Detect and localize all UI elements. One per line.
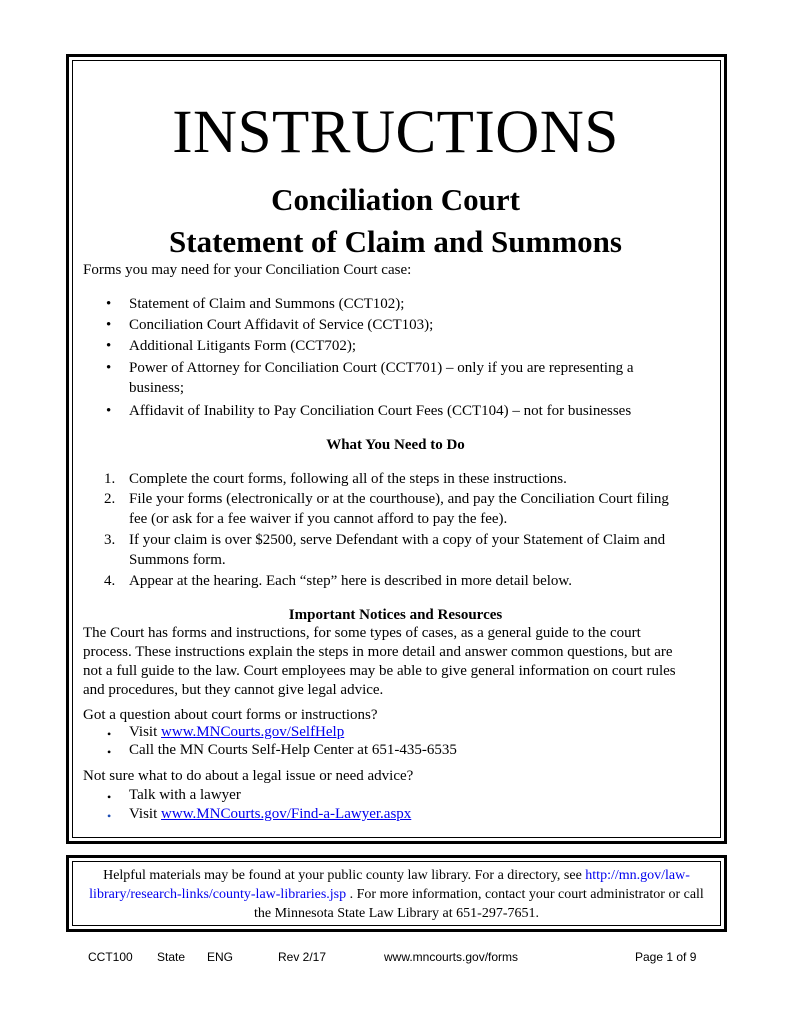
law-library-link-part-1[interactable]: http://mn.gov/law- (585, 868, 690, 883)
law-library-link-part-2[interactable]: library/research-links/county-law-libraries.jsp (89, 887, 347, 902)
selfhelp-item: Visit www.MNCourts.gov/SelfHelp (129, 724, 345, 740)
step-item: Appear at the hearing. Each “step” here is described in more detail below. (129, 573, 573, 589)
list-bullet: • (107, 790, 112, 804)
page-number: Page 1 of 9 (635, 950, 697, 964)
step-item: If your claim is over $2500, serve Defendant with a copy of your Statement of Claim and (129, 532, 666, 548)
list-bullet: • (107, 727, 112, 741)
list-bullet: • (106, 317, 112, 333)
jurisdiction: State (157, 950, 186, 964)
list-item: Additional Litigants Form (CCT702); (129, 338, 357, 354)
list-bullet: • (106, 360, 112, 376)
find-lawyer-item: Visit www.MNCourts.gov/Find-a-Lawyer.aspx (129, 806, 412, 822)
step-number: 4. (104, 573, 116, 589)
call-selfhelp-item: Call the MN Courts Self-Help Center at 651-435-6535 (129, 742, 457, 758)
list-item: Affidavit of Inability to Pay Conciliation Court Fees (CCT104) – not for businesses (129, 403, 632, 419)
list-bullet: • (106, 338, 112, 354)
subtitle-line-2: Statement of Claim and Summons (169, 224, 622, 259)
advice-intro: Not sure what to do about a legal issue or need advice? (83, 768, 414, 784)
lawyer-item: Talk with a lawyer (129, 787, 241, 803)
step-item-continuation: fee (or ask for a fee waiver if you cannot afford to pay the fee). (129, 511, 508, 527)
step-number: 2. (104, 491, 116, 507)
notices-paragraph-line: not a full guide to the law. Court employees may be able to give general information on court rules (83, 663, 676, 679)
question-intro: Got a question about court forms or instructions? (83, 707, 378, 723)
list-bullet: • (106, 296, 112, 312)
list-item: Conciliation Court Affidavit of Service (CCT103); (129, 317, 434, 333)
find-lawyer-link[interactable]: www.MNCourts.gov/Find-a-Lawyer.aspx (161, 806, 412, 822)
step-item: File your forms (electronically or at the courthouse), and pay the Conciliation Court filing (129, 491, 669, 507)
selfhelp-link[interactable]: www.MNCourts.gov/SelfHelp (161, 724, 345, 740)
subtitle-line-1: Conciliation Court (271, 182, 520, 217)
list-bullet: • (106, 403, 112, 419)
list-bullet: • (107, 809, 112, 823)
list-item-continuation: business; (129, 380, 185, 396)
notices-paragraph-line: process. These instructions explain the steps in more detail and answer common questions, but are (83, 644, 673, 660)
step-item: Complete the court forms, following all of the steps in these instructions. (129, 471, 567, 487)
list-item: Power of Attorney for Conciliation Court (CCT701) – only if you are representing a (129, 360, 634, 376)
forms-website: www.mncourts.gov/forms (384, 950, 519, 964)
step-item-continuation: Summons form. (129, 552, 226, 568)
revision: Rev 2/17 (278, 950, 327, 964)
form-code: CCT100 (88, 950, 133, 964)
step-number: 1. (104, 471, 116, 487)
notices-paragraph-line: and procedures, but they cannot give legal advice. (83, 682, 384, 698)
step-number: 3. (104, 532, 116, 548)
forms-intro: Forms you may need for your Conciliation Court case: (83, 262, 412, 278)
notices-heading: Important Notices and Resources (288, 607, 503, 623)
list-item: Statement of Claim and Summons (CCT102); (129, 296, 405, 312)
list-bullet: • (107, 745, 112, 759)
notices-paragraph-line: The Court has forms and instructions, for some types of cases, as a general guide to the court (83, 625, 641, 641)
language: ENG (207, 950, 234, 964)
document-title: INSTRUCTIONS (172, 99, 619, 166)
law-library-notice: Helpful materials may be found at your public county law library. For a directory, see http://mn.gov/law- library/research-links/county-law-libraries.jsp . For more information, contact your court administrator or call the Minnesota State Law Library at 651-297-7651. (89, 868, 704, 921)
steps-heading: What You Need to Do (326, 437, 465, 453)
